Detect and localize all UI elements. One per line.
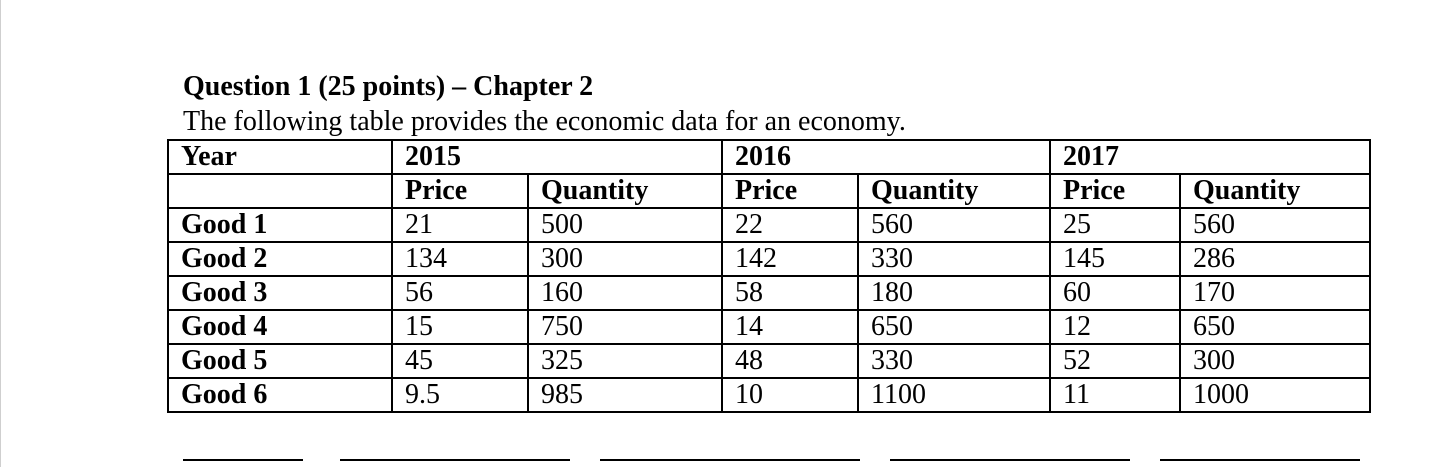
price-2015-header: Price (392, 174, 528, 208)
table-cell: 60 (1050, 276, 1180, 310)
quantity-2017-header: Quantity (1180, 174, 1370, 208)
table-row (168, 310, 1370, 344)
table-row (168, 208, 1370, 242)
year-2016-header: 2016 (722, 140, 1050, 174)
column-header-row (168, 174, 1370, 208)
table-cell: 22 (722, 208, 858, 242)
table-cell: 170 (1180, 276, 1370, 310)
table-cell: 56 (392, 276, 528, 310)
table-cell: 15 (392, 310, 528, 344)
quantity-2015-header: Quantity (528, 174, 722, 208)
table-cell: 58 (722, 276, 858, 310)
year-header-row (168, 140, 1370, 174)
economic-data-table (167, 139, 1371, 413)
question-title: Question 1 (25 points) – Chapter 2 (183, 71, 594, 102)
table-cell: 14 (722, 310, 858, 344)
table-row (168, 378, 1370, 412)
table-cell: 134 (392, 242, 528, 276)
table-cell: 180 (858, 276, 1050, 310)
table-cell: 500 (528, 208, 722, 242)
row-label: Good 5 (168, 344, 392, 378)
quantity-2016-header: Quantity (858, 174, 1050, 208)
table-cell: 9.5 (392, 378, 528, 412)
year-2017-header: 2017 (1050, 140, 1370, 174)
table-cell: 10 (722, 378, 858, 412)
table-cell: 650 (858, 310, 1050, 344)
table-cell: 330 (858, 344, 1050, 378)
table-cell: 750 (528, 310, 722, 344)
row-label: Good 1 (168, 208, 392, 242)
table-cell: 286 (1180, 242, 1370, 276)
table-cell: 300 (1180, 344, 1370, 378)
table-cell: 25 (1050, 208, 1180, 242)
year-header-cell: Year (168, 140, 392, 174)
row-label: Good 2 (168, 242, 392, 276)
table-cell: 145 (1050, 242, 1180, 276)
price-2017-header: Price (1050, 174, 1180, 208)
table-cell: 1100 (858, 378, 1050, 412)
table-row (168, 242, 1370, 276)
table-cell: 160 (528, 276, 722, 310)
table-cell: 45 (392, 344, 528, 378)
table-cell: 52 (1050, 344, 1180, 378)
row-label: Good 3 (168, 276, 392, 310)
row-label: Good 4 (168, 310, 392, 344)
table-cell: 1000 (1180, 378, 1370, 412)
table-cell: 21 (392, 208, 528, 242)
table-row (168, 344, 1370, 378)
table-cell: 11 (1050, 378, 1180, 412)
price-2016-header: Price (722, 174, 858, 208)
table-cell: 560 (1180, 208, 1370, 242)
row-label: Good 6 (168, 378, 392, 412)
table-cell: 12 (1050, 310, 1180, 344)
table-row (168, 276, 1370, 310)
table-cell: 985 (528, 378, 722, 412)
blank-header-cell (168, 174, 392, 208)
table-cell: 330 (858, 242, 1050, 276)
page-left-border (0, 0, 1, 467)
year-2015-header: 2015 (392, 140, 722, 174)
table-cell: 300 (528, 242, 722, 276)
table-cell: 325 (528, 344, 722, 378)
table-cell: 560 (858, 208, 1050, 242)
cropped-next-line (0, 457, 1447, 467)
table-cell: 48 (722, 344, 858, 378)
table-cell: 142 (722, 242, 858, 276)
question-intro: The following table provides the economic data for an economy. (183, 106, 906, 137)
table-cell: 650 (1180, 310, 1370, 344)
